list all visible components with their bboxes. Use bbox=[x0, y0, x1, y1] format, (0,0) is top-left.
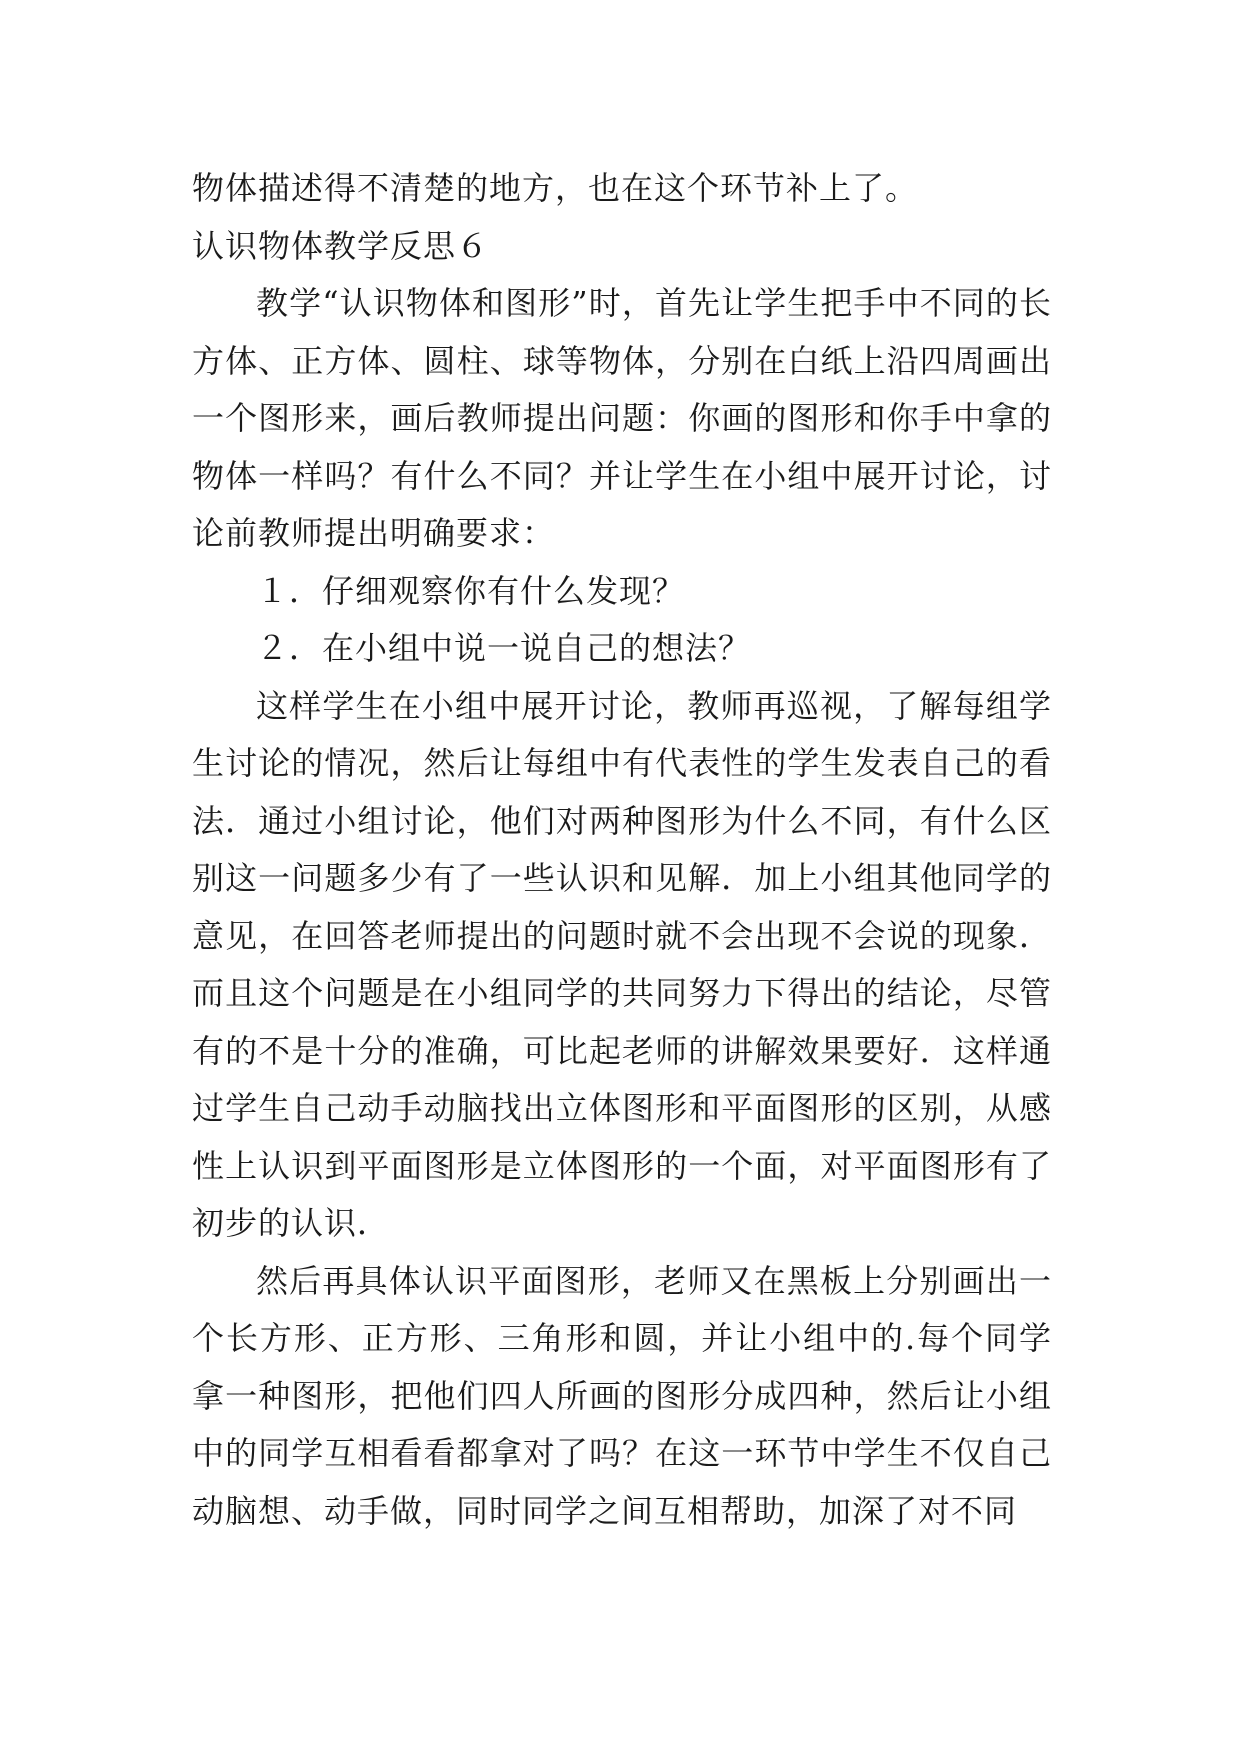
paragraph-shapes: 然后再具体认识平面图形，老师又在黑板上分别画出一个长方形、正方形、三角形和圆，并让小组中的.每个同学拿一种图形，把他们四人所画的图形分成四种，然后让小组中的同学互相看看都拿对了吗？在这一环节中学生不仅自己动脑想、动手做，同时同学之间互相帮助，加深了对不同 bbox=[192, 1261, 1052, 1530]
paragraph-continuation: 物体描述得不清楚的地方，也在这个环节补上了。 bbox=[192, 169, 919, 207]
list-item-2: ２．在小组中说一说自己的想法？ bbox=[256, 629, 752, 667]
paragraph-discussion: 这样学生在小组中展开讨论，教师再巡视，了解每组学生讨论的情况，然后让每组中有代表性的学生发表自己的看法．通过小组讨论，他们对两种图形为什么不同，有什么区别这一问题多少有了一些认识和见解．加上小组其他同学的意见，在回答老师提出的问题时就不会出现不会说的现象．而且这个问题是在小组同学的共同努力下得出的结论，尽管有的不是十分的准确，可比起老师的讲解效果要好．这样通过学生自己动手动脑找出立体图形和平面图形的区别，从感性上认识到平面图形是立体图形的一个面，对平面图形有了初步的认识． bbox=[192, 686, 1052, 1242]
section-heading: 认识物体教学反思６ bbox=[192, 226, 490, 265]
paragraph-intro: 教学“认识物体和图形”时，首先让学生把手中不同的长方体、正方体、圆柱、球等物体，分别在白纸上沿四周画出一个图形来，画后教师提出问题：你画的图形和你手中拿的物体一样吗？有什么不同？并让学生在小组中展开讨论，讨论前教师提出明确要求： bbox=[192, 284, 1052, 552]
document-body bbox=[192, 160, 1052, 1540]
list-item-1: １．仔细观察你有什么发现？ bbox=[256, 571, 686, 610]
